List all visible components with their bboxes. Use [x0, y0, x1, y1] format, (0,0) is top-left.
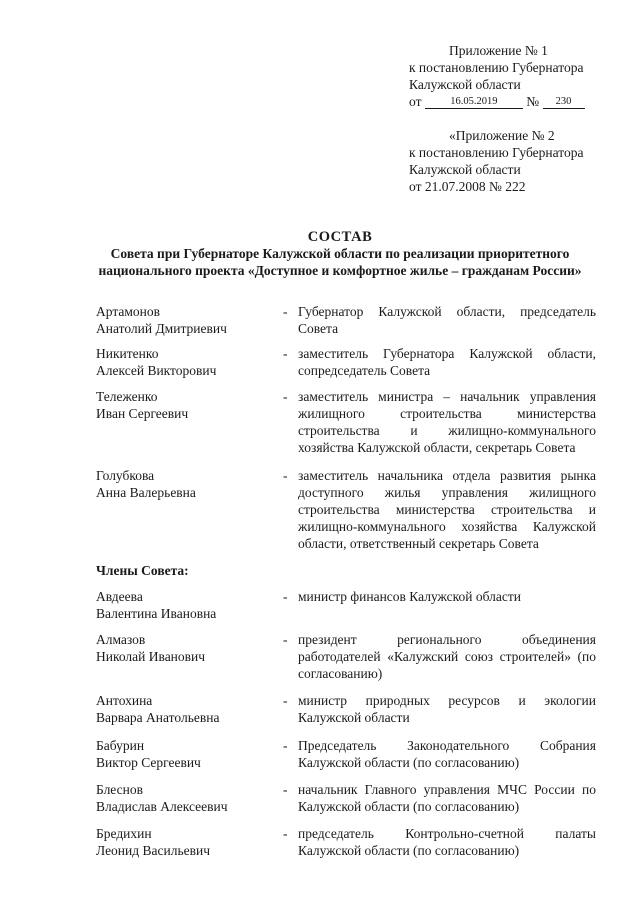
person-role: заместитель министра – начальник управления жилищного строительства министерства строительства и жилищно-коммунального хозяйства Калужской области, секретарь Совета	[298, 389, 596, 455]
given-names: Виктор Сергеевич	[96, 755, 201, 770]
given-names: Алексей Викторович	[96, 363, 217, 378]
decree-date: 16.05.2019	[425, 96, 523, 109]
dash: -	[283, 389, 288, 404]
appendix-2-line3: Калужской области	[409, 162, 521, 177]
person-name	[96, 781, 281, 815]
dash: -	[283, 346, 288, 361]
dash: -	[283, 738, 288, 753]
surname: Никитенко	[96, 346, 159, 361]
person-role: президент регионального объединения работодателей «Калужский союз строителей» (по согласованию)	[298, 632, 596, 681]
document-title: СОСТАВ	[307, 229, 373, 245]
members-heading: Члены Совета:	[96, 563, 189, 578]
subtitle-line-1: Совета при Губернаторе Калужской области по реализации приоритетного	[110, 246, 570, 261]
from-label: от	[409, 94, 422, 109]
document-subtitle	[60, 245, 620, 279]
dash: -	[283, 782, 288, 797]
person-name	[96, 631, 281, 665]
given-names: Анна Валерьевна	[96, 485, 196, 500]
appendix-1-header	[409, 42, 609, 110]
person-name	[96, 588, 281, 622]
given-names: Леонид Васильевич	[96, 843, 210, 858]
dash: -	[283, 304, 288, 319]
dash: -	[283, 589, 288, 604]
person-name	[96, 345, 281, 379]
given-names: Валентина Ивановна	[96, 606, 217, 621]
person-role: министр финансов Калужской области	[298, 589, 521, 604]
dash: -	[283, 632, 288, 647]
appendix-1-line2: к постановлению Губернатора	[409, 60, 584, 75]
decree-number: 230	[543, 96, 585, 109]
given-names: Владислав Алексеевич	[96, 799, 228, 814]
person-role: заместитель Губернатора Калужской области, сопредседатель Совета	[298, 346, 596, 378]
person-role: председатель Контрольно-счетной палаты Калужской области (по согласованию)	[298, 826, 596, 858]
person-name	[96, 467, 281, 501]
person-name	[96, 825, 281, 859]
appendix-1-line3: Калужской области	[409, 77, 521, 92]
appendix-2-line4: от 21.07.2008 № 222	[409, 179, 526, 194]
surname: Артамонов	[96, 304, 161, 319]
surname: Тележенко	[96, 389, 158, 404]
appendix-1-title: Приложение № 1	[449, 43, 548, 58]
surname: Бредихин	[96, 826, 152, 841]
surname: Авдеева	[96, 589, 143, 604]
given-names: Николай Иванович	[96, 649, 206, 664]
subtitle-line-2: национального проекта «Доступное и комфортное жилье – гражданам России»	[98, 263, 582, 278]
person-role: заместитель начальника отдела развития рынка доступного жилья управления жилищного строительства министерства строительства и жилищно-коммунального хозяйства Калужской области, ответственный секретарь Совета	[298, 468, 596, 551]
appendix-2-line2: к постановлению Губернатора	[409, 145, 584, 160]
appendix-2-header	[409, 127, 609, 195]
surname: Алмазов	[96, 632, 146, 647]
person-role: Председатель Законодательного Собрания Калужской области (по согласованию)	[298, 738, 596, 770]
number-label: №	[526, 94, 540, 109]
given-names: Анатолий Дмитриевич	[96, 321, 227, 336]
given-names: Варвара Анатольевна	[96, 710, 220, 725]
person-role: Губернатор Калужской области, председатель Совета	[298, 304, 596, 336]
dash: -	[283, 693, 288, 708]
person-name	[96, 388, 281, 422]
surname: Блеснов	[96, 782, 143, 797]
surname: Бабурин	[96, 738, 145, 753]
appendix-1-date-line	[409, 93, 609, 110]
appendix-2-title: «Приложение № 2	[449, 128, 555, 143]
person-name	[96, 737, 281, 771]
person-role: начальник Главного управления МЧС России по Калужской области (по согласованию)	[298, 782, 596, 814]
dash: -	[283, 826, 288, 841]
person-name	[96, 692, 281, 726]
given-names: Иван Сергеевич	[96, 406, 189, 421]
person-role: министр природных ресурсов и экологии Калужской области	[298, 693, 596, 725]
person-name	[96, 303, 281, 337]
surname: Антохина	[96, 693, 153, 708]
dash: -	[283, 468, 288, 483]
surname: Голубкова	[96, 468, 155, 483]
